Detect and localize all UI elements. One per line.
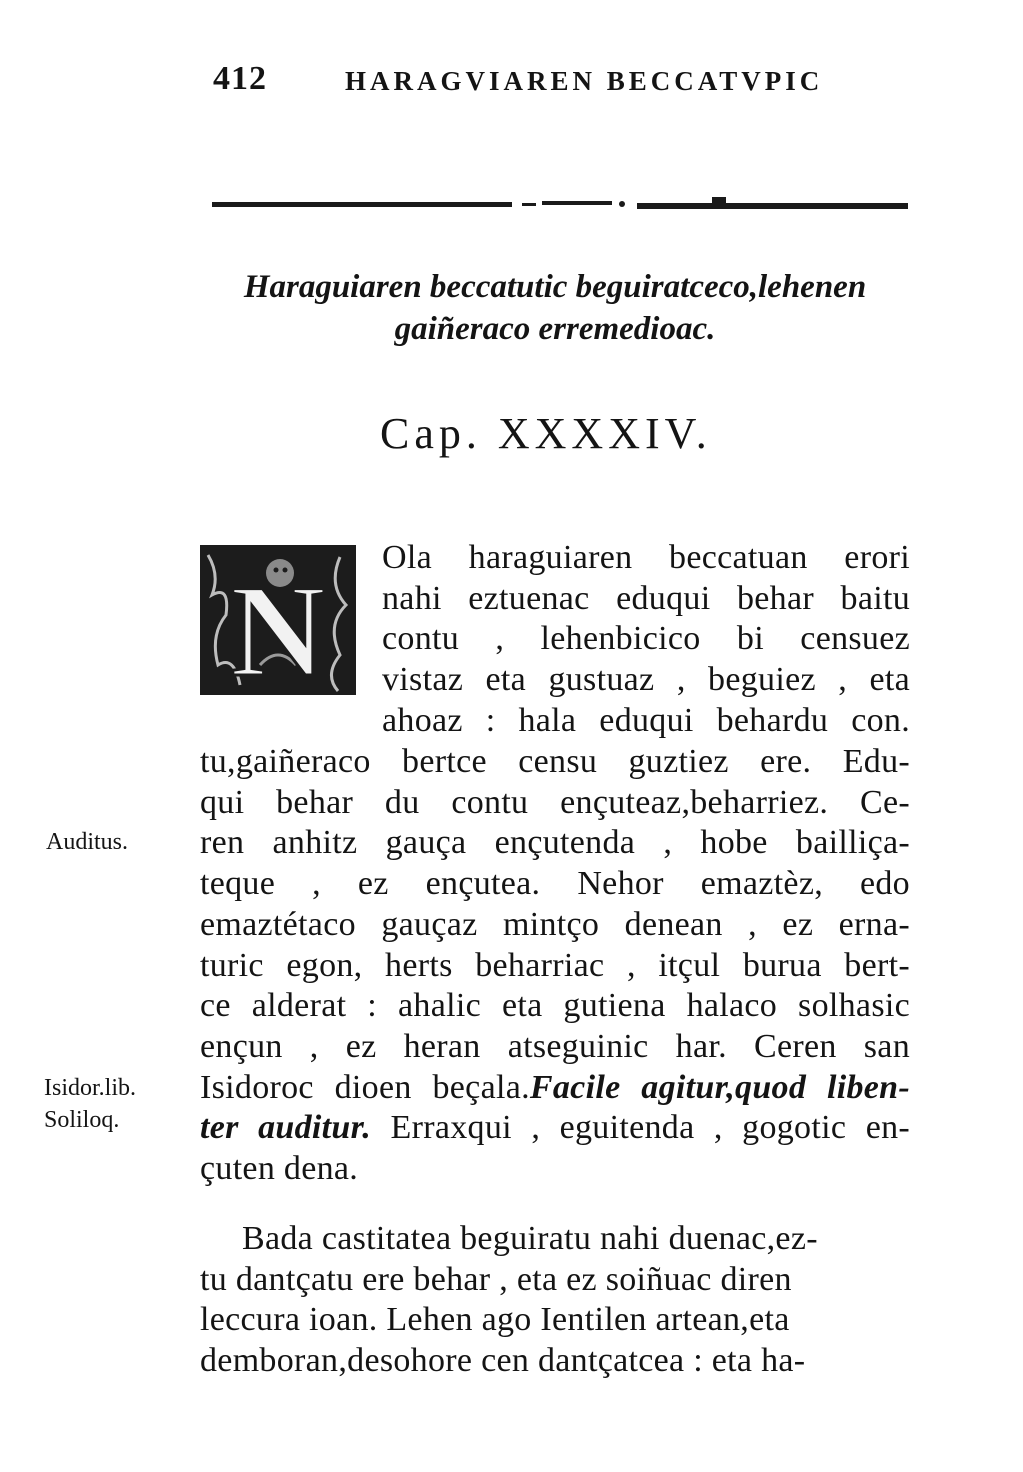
text-line: tu dantçatu ere behar , eta ez soiñuac diren (200, 1260, 792, 1298)
text-line: nahi eztuenac eduqui behar baitu (382, 579, 910, 617)
ornamental-initial (200, 545, 356, 695)
chapter-summary-line1: Haraguiaren beccatutic beguiratceco,lehenen (243, 269, 867, 305)
latin-intro: Isidoroc dioen beçala. (200, 1068, 530, 1106)
text-line-latin-intro (200, 1068, 910, 1109)
text-line: çuten dena. (200, 1150, 359, 1188)
text-line-latin-end (200, 1108, 910, 1149)
margin-note-auditus: Auditus. (46, 829, 129, 855)
text-line: qui behar du contu ençuteaz,beharriez. Ce- (200, 783, 910, 821)
text-line: tu,gaiñeraco bertce censu guztiez ere. Edu- (200, 743, 910, 780)
page-number: 412 (213, 60, 267, 97)
text-line: demboran,desohore cen dantçatcea : eta ha- (200, 1342, 806, 1380)
text-line: Ola haraguiaren beccatuan erori (382, 539, 910, 576)
chapter-summary-line2: gaiñeraco erremedioac. (394, 311, 716, 347)
text-line: ce alderat : ahalic eta gutiena halaco solhasic (200, 987, 910, 1025)
running-title: HARAGVIAREN BECCATVPIC (345, 66, 824, 96)
chapter-heading: Cap. XXXXIV. (380, 409, 712, 458)
after-quote: Erraxqui , eguitenda , gogotic en- (371, 1109, 911, 1147)
opening-lines (382, 538, 910, 742)
text-line: leccura ioan. Lehen ago Ientilen artean,eta (200, 1301, 790, 1339)
text-line: contu , lehenbicico bi censuez (382, 620, 910, 658)
drop-cap-letter: N (230, 557, 326, 695)
text-line: ençun , ez heran atseguinic har. Ceren san (200, 1027, 910, 1065)
text-line: vistaz eta gustuaz , beguiez , eta (382, 661, 910, 699)
margin-note-isidor (44, 1072, 136, 1136)
running-head (205, 60, 845, 100)
chapter-summary (180, 266, 930, 350)
text-line: emaztétaco gauçaz mintço denean , ez erna- (200, 905, 910, 943)
text-line: ren anhitz gauça ençutenda , hobe bailliça- (200, 824, 910, 862)
decorative-rule (212, 196, 908, 214)
body-paragraph-2 (200, 1219, 910, 1382)
margin-note-line: Soliloq. (44, 1107, 120, 1133)
text-line: Bada castitatea beguiratu nahi duenac,ez- (242, 1220, 818, 1257)
text-line: ahoaz : hala eduqui behardu con. (382, 701, 910, 739)
margin-note-line: Isidor.lib. (44, 1075, 137, 1101)
latin-quote: Facile agitur,quod liben- (529, 1068, 910, 1106)
latin-quote-end: ter auditur. (200, 1109, 372, 1147)
body-paragraph-1 (200, 742, 910, 1190)
text-line: turic egon, herts beharriac , itçul burua bert- (200, 946, 910, 984)
text-line: teque , ez ençutea. Nehor emaztèz, edo (200, 865, 910, 903)
